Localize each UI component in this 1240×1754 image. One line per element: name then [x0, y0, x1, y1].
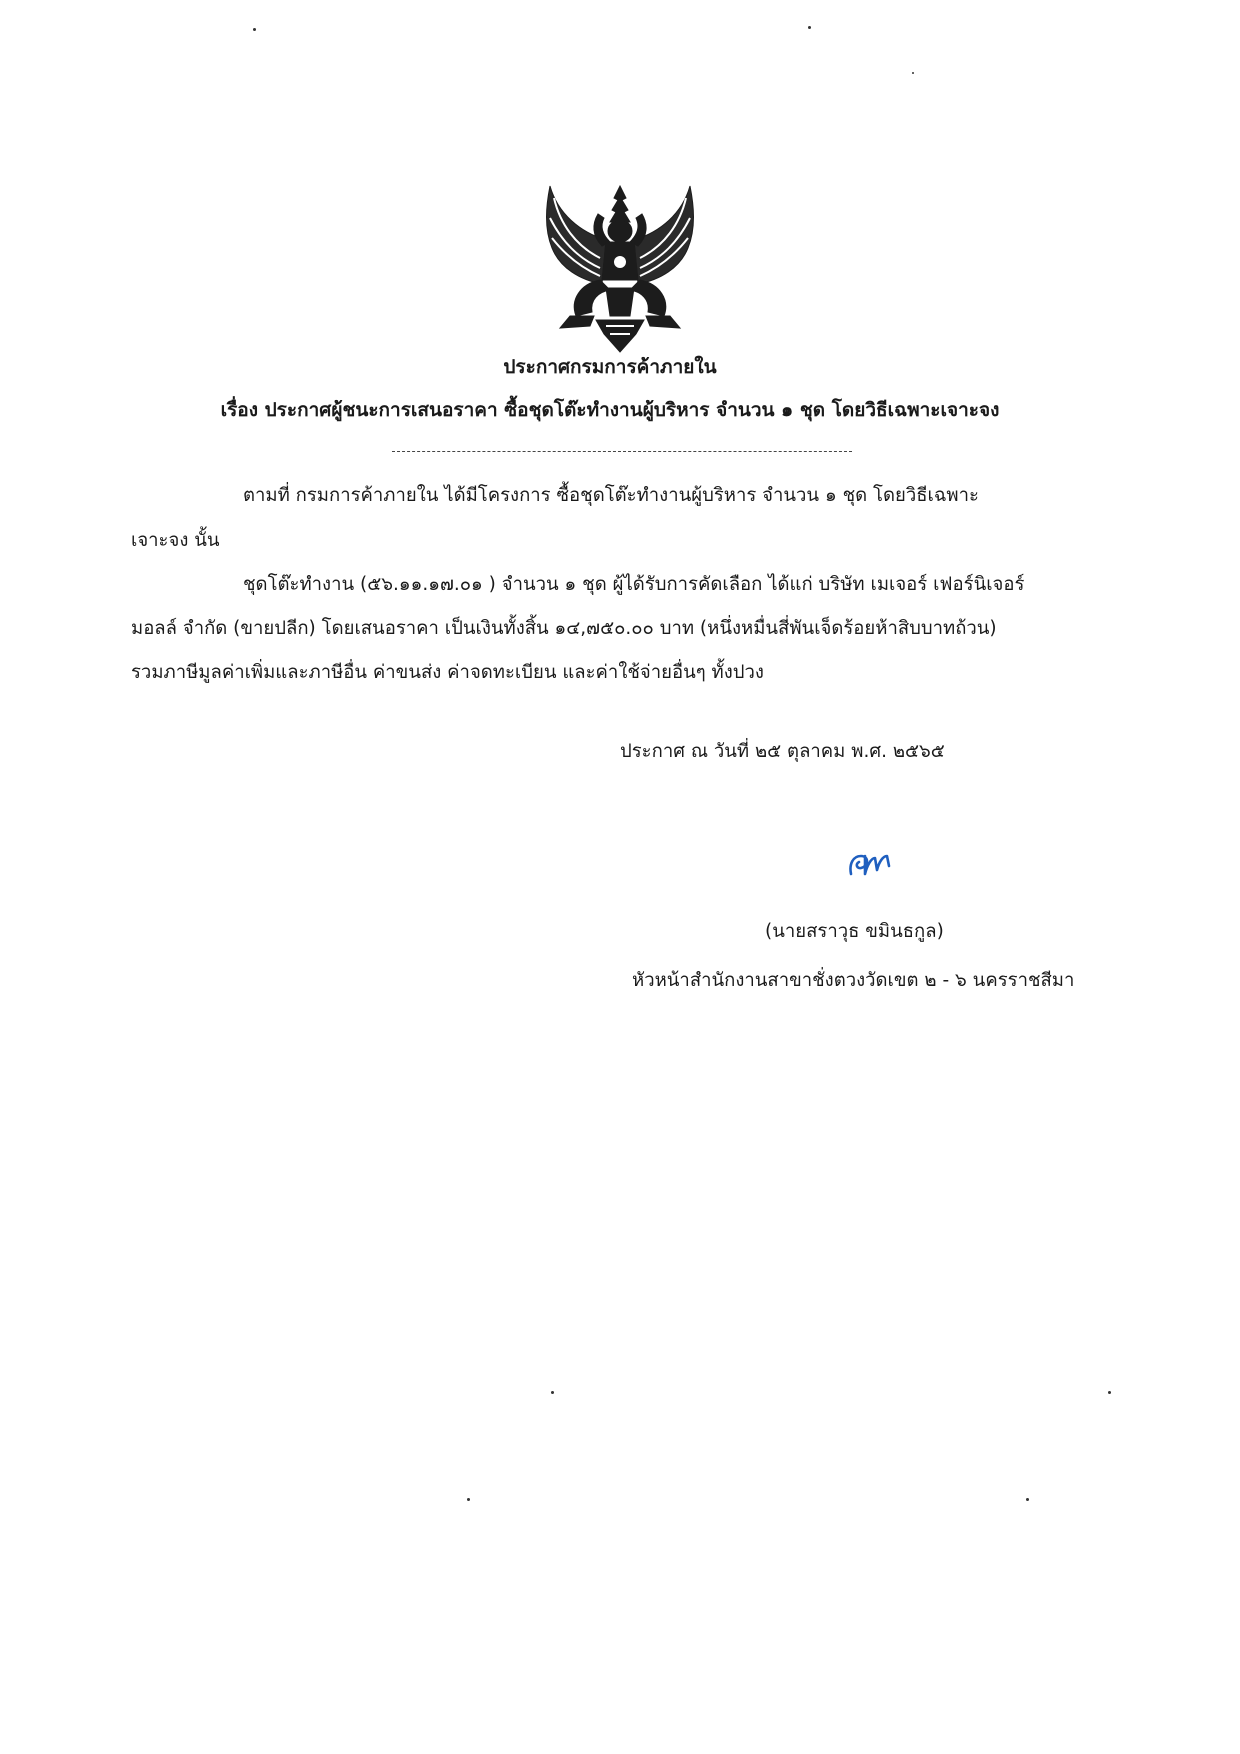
scan-speck [551, 1391, 554, 1394]
scan-speck [912, 72, 914, 74]
org-heading: ประกาศกรมการค้าภายใน [503, 356, 717, 378]
scan-speck [1108, 1391, 1111, 1394]
subject-heading: เรื่อง ประกาศผู้ชนะการเสนอราคา ซื้อชุดโต๊ะทำงานผู้บริหาร จำนวน ๑ ชุด โดยวิธีเฉพาะเจาะจง [220, 399, 1000, 421]
paragraph-2-line-1: ชุดโต๊ะทำงาน (๕๖.๑๑.๑๗.๐๑ ) จำนวน ๑ ชุด ผู้ได้รับการคัดเลือก ได้แก่ บริษัท เมเจอร์ เฟอร์นิเจอร์ [243, 574, 1025, 595]
scan-speck [253, 28, 256, 31]
signer-title: หัวหน้าสำนักงานสาขาชั่งตวงวัดเขต ๒ - ๖ นครราชสีมา [632, 970, 1075, 991]
scan-speck [808, 26, 811, 29]
announcement-date: ประกาศ ณ วันที่ ๒๕ ตุลาคม พ.ศ. ๒๕๖๕ [620, 741, 945, 762]
paragraph-1-line-2: เจาะจง นั้น [131, 530, 220, 551]
paragraph-2-line-2: มอลล์ จำกัด (ขายปลีก) โดยเสนอราคา เป็นเงินทั้งสิ้น ๑๔,๗๕๐.๐๐ บาท (หนึ่งหมื่นสี่พันเจ็ดร้อยห้าสิบบาทถ้วน) [131, 618, 997, 639]
scan-speck [467, 1498, 470, 1501]
paragraph-2-line-3: รวมภาษีมูลค่าเพิ่มและภาษีอื่น ค่าขนส่ง ค่าจดทะเบียน และค่าใช้จ่ายอื่นๆ ทั้งปวง [131, 662, 764, 683]
garuda-emblem-icon [540, 184, 700, 354]
handwritten-signature [843, 844, 903, 884]
signer-name: (นายสราวุธ ขมินธกูล) [765, 921, 944, 942]
dashed-divider [392, 451, 852, 452]
paragraph-1-line-1: ตามที่ กรมการค้าภายใน ได้มีโครงการ ซื้อชุดโต๊ะทำงานผู้บริหาร จำนวน ๑ ชุด โดยวิธีเฉพาะ [243, 485, 979, 506]
scan-speck [1026, 1498, 1029, 1501]
